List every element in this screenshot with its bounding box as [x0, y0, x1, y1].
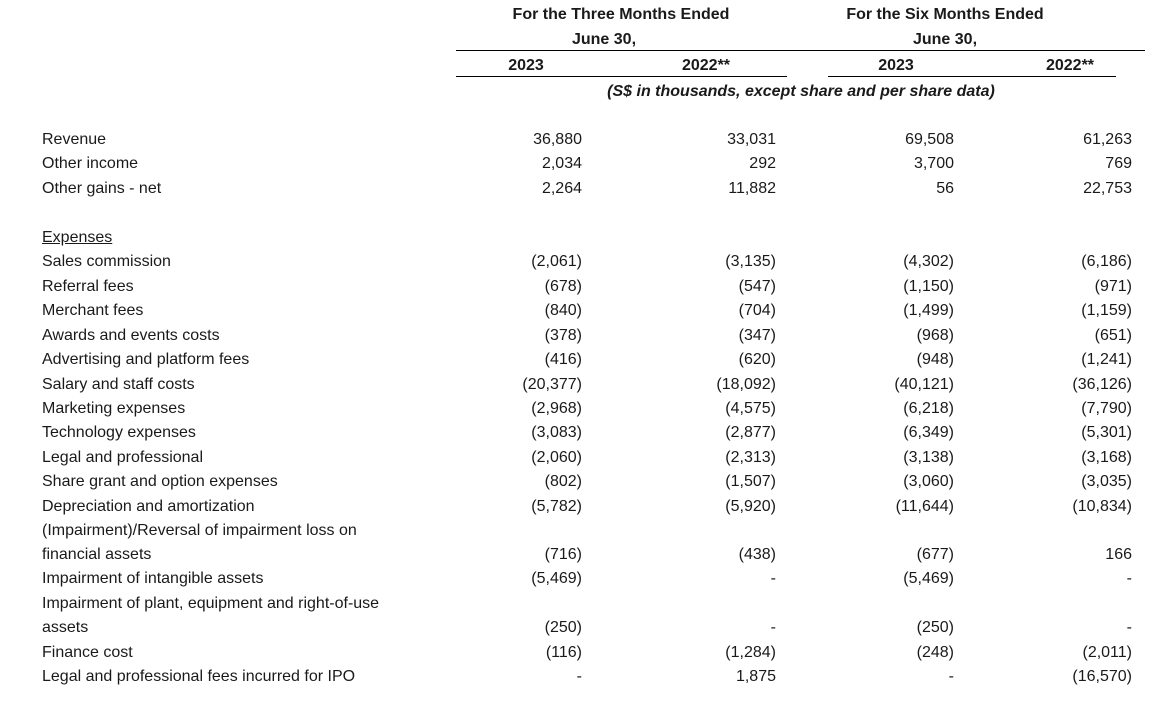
row-value: (2,011) [1082, 644, 1132, 661]
row-value: (2,060) [531, 449, 582, 466]
row-value: 56 [936, 180, 954, 197]
row-value: (3,135) [725, 253, 776, 270]
row-value: 769 [1105, 155, 1132, 172]
col-header-6m-2023: 2023 [878, 57, 914, 74]
row-value: (802) [544, 473, 582, 490]
row-label: financial assets [42, 546, 152, 563]
row-value: (620) [738, 351, 776, 368]
row-value: (547) [738, 278, 776, 295]
row-label: Salary and staff costs [42, 376, 195, 393]
header-rule-right [828, 76, 1116, 77]
row-value: 1,875 [735, 668, 776, 685]
row-label: Awards and events costs [42, 327, 220, 344]
row-value: (10,834) [1072, 498, 1132, 515]
row-value: (678) [544, 278, 582, 295]
row-value: (5,301) [1081, 424, 1132, 441]
row-value: - [770, 619, 776, 636]
row-value: 3,700 [913, 155, 954, 172]
col-header-3m-2023: 2023 [508, 57, 544, 74]
row-value: (968) [916, 327, 954, 344]
row-value: 11,882 [728, 180, 776, 197]
row-value: (5,469) [903, 570, 954, 587]
row-value: (2,968) [531, 400, 582, 417]
row-label: Referral fees [42, 278, 134, 295]
row-value: (3,083) [531, 424, 582, 441]
row-value: (250) [544, 619, 582, 636]
row-value: (1,284) [725, 644, 776, 661]
row-label: Revenue [42, 131, 107, 148]
row-value: (6,349) [903, 424, 954, 441]
row-label: Finance cost [42, 644, 133, 661]
row-value: 22,753 [1083, 180, 1132, 197]
row-value: (3,035) [1081, 473, 1132, 490]
row-label: Other income [42, 155, 139, 172]
row-value: (1,507) [725, 473, 776, 490]
units-note: (S$ in thousands, except share and per share data) [607, 83, 995, 100]
row-label: Legal and professional fees incurred for IPO [42, 668, 356, 685]
row-value: (651) [1094, 327, 1132, 344]
row-value: (6,218) [903, 400, 954, 417]
row-value: (16,570) [1072, 668, 1132, 685]
six-months-header-line2: June 30, [912, 31, 978, 48]
row-label: Sales commission [42, 253, 171, 270]
col-header-3m-2022: 2022** [681, 57, 731, 74]
row-value: (4,575) [725, 400, 776, 417]
row-value: (6,186) [1081, 253, 1132, 270]
row-value: - [770, 570, 776, 587]
row-value: (716) [544, 546, 582, 563]
row-label: (Impairment)/Reversal of impairment loss on [42, 522, 357, 539]
row-value: (116) [545, 644, 582, 661]
row-value: (2,313) [725, 449, 776, 466]
three-months-header-line2: June 30, [571, 31, 637, 48]
row-value: - [1126, 570, 1132, 587]
header-rule-top [456, 50, 1145, 51]
row-label: Technology expenses [42, 424, 196, 441]
row-label: Impairment of plant, equipment and right-of-use [42, 595, 380, 612]
row-value: (347) [738, 327, 776, 344]
row-label: Other gains - net [42, 180, 162, 197]
row-value: (11,644) [895, 498, 954, 515]
row-value: (36,126) [1072, 376, 1132, 393]
row-value: 2,264 [541, 180, 582, 197]
row-value: (7,790) [1081, 400, 1132, 417]
row-value: (1,159) [1081, 302, 1132, 319]
row-value: (20,377) [522, 376, 582, 393]
six-months-header-line1: For the Six Months Ended [846, 6, 1044, 23]
row-value: (378) [544, 327, 582, 344]
row-label: Advertising and platform fees [42, 351, 250, 368]
row-label: Legal and professional [42, 449, 204, 466]
row-value: (5,469) [531, 570, 582, 587]
row-value: (438) [738, 546, 776, 563]
row-value: (5,920) [725, 498, 776, 515]
row-value: (948) [916, 351, 954, 368]
row-value: (4,302) [903, 253, 954, 270]
row-label: assets [42, 619, 89, 636]
row-value: (3,060) [903, 473, 954, 490]
row-value: (840) [544, 302, 582, 319]
row-label: Share grant and option expenses [42, 473, 278, 490]
row-value: 33,031 [727, 131, 776, 148]
row-value: (250) [916, 619, 954, 636]
col-header-6m-2022: 2022** [1045, 57, 1095, 74]
row-label: Depreciation and amortization [42, 498, 255, 515]
row-value: (677) [916, 546, 954, 563]
row-value: 2,034 [541, 155, 582, 172]
row-value: (3,168) [1081, 449, 1132, 466]
row-value: (2,061) [531, 253, 582, 270]
row-value: (704) [738, 302, 776, 319]
three-months-header-line1: For the Three Months Ended [512, 6, 730, 23]
row-label: Expenses [42, 229, 113, 246]
row-label: Merchant fees [42, 302, 144, 319]
header-rule-left [456, 76, 787, 77]
row-value: (971) [1094, 278, 1132, 295]
row-value: 69,508 [905, 131, 954, 148]
row-value: - [1126, 619, 1132, 636]
row-value: - [576, 668, 582, 685]
row-value: (2,877) [725, 424, 776, 441]
row-value: 166 [1105, 546, 1132, 563]
row-value: (248) [916, 644, 954, 661]
row-value: 292 [749, 155, 776, 172]
row-value: 36,880 [533, 131, 582, 148]
row-value: (5,782) [531, 498, 582, 515]
row-value: 61,263 [1083, 131, 1132, 148]
row-value: - [948, 668, 954, 685]
row-value: (18,092) [716, 376, 776, 393]
row-value: (3,138) [903, 449, 954, 466]
row-value: (416) [544, 351, 582, 368]
row-value: (1,499) [903, 302, 954, 319]
row-label: Impairment of intangible assets [42, 570, 264, 587]
row-value: (40,121) [894, 376, 954, 393]
row-label: Marketing expenses [42, 400, 186, 417]
row-value: (1,241) [1081, 351, 1132, 368]
row-value: (1,150) [903, 278, 954, 295]
